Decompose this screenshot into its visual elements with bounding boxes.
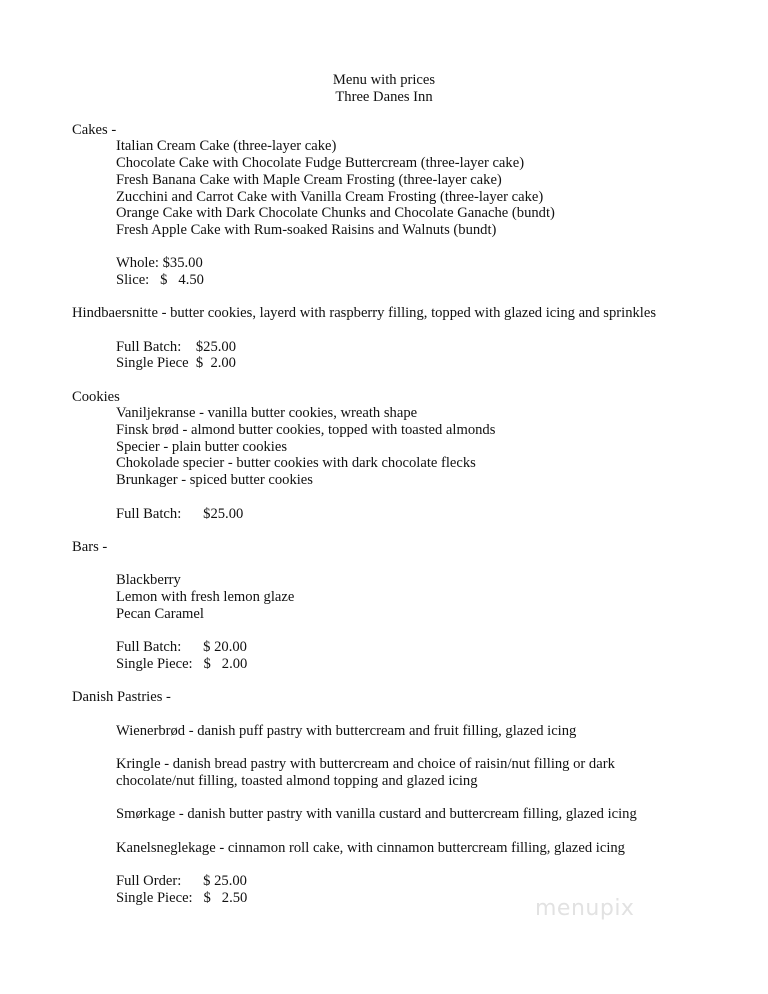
- menu-item: Zucchini and Carrot Cake with Vanilla Cream Frosting (three-layer cake): [116, 189, 544, 205]
- menu-item: Wienerbrød - danish puff pastry with buttercream and fruit filling, glazed icing: [116, 723, 577, 739]
- price-line: Full Batch: $25.00: [116, 506, 244, 522]
- menu-item: Kanelsneglekage - cinnamon roll cake, with cinnamon buttercream filling, glazed icing: [116, 840, 625, 856]
- menupix-watermark: menupix: [535, 896, 635, 921]
- menu-title: Menu with prices: [332, 72, 436, 88]
- price-line: Full Batch: $25.00: [116, 339, 236, 355]
- menu-item: Fresh Apple Cake with Rum-soaked Raisins and Walnuts (bundt): [116, 222, 497, 238]
- menu-item: Lemon with fresh lemon glaze: [116, 589, 295, 605]
- menu-item: Pecan Caramel: [116, 606, 204, 622]
- menu-item: Chocolate Cake with Chocolate Fudge Buttercream (three-layer cake): [116, 155, 525, 171]
- menu-item: Fresh Banana Cake with Maple Cream Frosting (three-layer cake): [116, 172, 502, 188]
- menu-item: Chokolade specier - butter cookies with dark chocolate flecks: [116, 455, 476, 471]
- menu-item: Blackberry: [116, 572, 181, 588]
- menu-item: Italian Cream Cake (three-layer cake): [116, 138, 337, 154]
- menu-item: Kringle - danish bread pastry with buttercream and choice of raisin/nut filling or dark: [116, 756, 615, 772]
- price-line: Full Batch: $ 20.00: [116, 639, 247, 655]
- section-bars-heading: Bars -: [72, 539, 108, 555]
- menu-item: Orange Cake with Dark Chocolate Chunks and Chocolate Ganache (bundt): [116, 205, 555, 221]
- menu-item: Specier - plain butter cookies: [116, 439, 288, 455]
- restaurant-name: Three Danes Inn: [335, 89, 433, 105]
- menu-item: Vaniljekranse - vanilla butter cookies, wreath shape: [116, 405, 418, 421]
- price-line: Whole: $35.00: [116, 255, 203, 271]
- menu-item: Smørkage - danish butter pastry with vanilla custard and buttercream filling, glazed icing: [116, 806, 637, 822]
- price-line: Single Piece: $ 2.00: [116, 656, 248, 672]
- section-hindbaersnitte-heading: Hindbaersnitte - butter cookies, layerd with raspberry filling, topped with glazed icing and sprinkles: [72, 305, 656, 321]
- section-cakes-heading: Cakes -: [72, 122, 117, 138]
- price-line: Single Piece $ 2.00: [116, 355, 236, 371]
- menu-item: Brunkager - spiced butter cookies: [116, 472, 313, 488]
- section-cookies-heading: Cookies: [72, 389, 120, 405]
- price-line: Single Piece: $ 2.50: [116, 890, 248, 906]
- menu-item-continued: chocolate/nut filling, toasted almond topping and glazed icing: [116, 773, 478, 789]
- price-line: Full Order: $ 25.00: [116, 873, 247, 889]
- price-line: Slice: $ 4.50: [116, 272, 204, 288]
- menu-item: Finsk brød - almond butter cookies, topped with toasted almonds: [116, 422, 496, 438]
- section-danish-heading: Danish Pastries -: [72, 689, 171, 705]
